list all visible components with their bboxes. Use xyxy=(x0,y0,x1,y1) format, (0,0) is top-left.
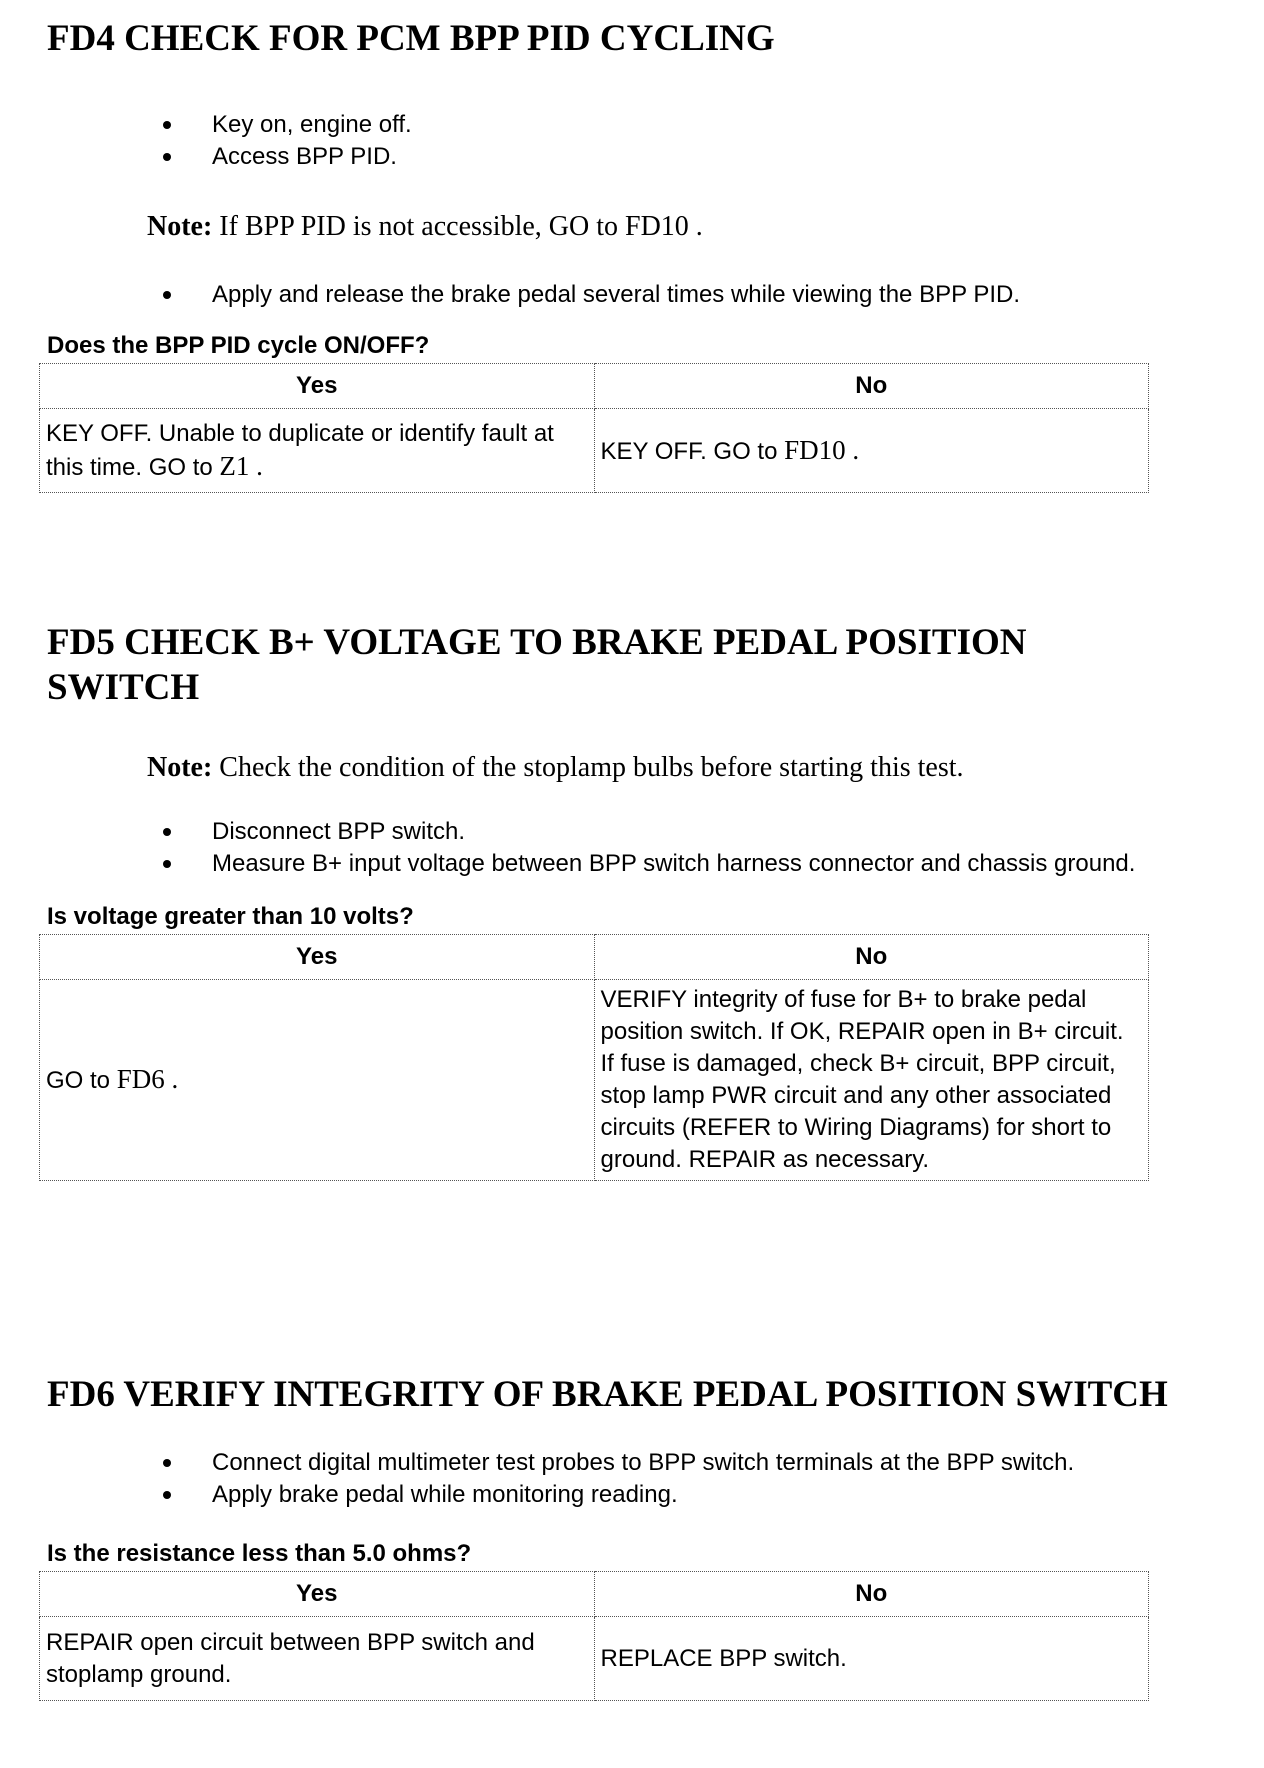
list-item: Key on, engine off. xyxy=(47,109,1212,141)
column-header-no: No xyxy=(594,935,1149,980)
bullet-icon xyxy=(163,153,171,161)
note-label: Note: xyxy=(147,752,213,783)
list-item: Disconnect BPP switch. xyxy=(47,816,1212,848)
fd5-title: FD5 CHECK B+ VOLTAGE TO BRAKE PEDAL POSITION SWITCH xyxy=(47,622,1027,708)
section-fd4 xyxy=(47,16,1247,493)
list-item: Apply and release the brake pedal several times while viewing the BPP PID. xyxy=(47,279,1212,311)
bullet-icon xyxy=(163,828,171,836)
fd6-title: FD6 VERIFY INTEGRITY OF BRAKE PEDAL POSITION SWITCH xyxy=(47,1374,1168,1415)
table-row xyxy=(40,980,1149,1181)
column-header-no: No xyxy=(594,1572,1149,1617)
list-item: Connect digital multimeter test probes to BPP switch terminals at the BPP switch. xyxy=(47,1447,1212,1479)
column-header-yes: Yes xyxy=(40,1572,595,1617)
bullet-icon xyxy=(163,860,171,868)
no-cell: REPLACE BPP switch. xyxy=(594,1617,1149,1701)
yes-cell: KEY OFF. Unable to duplicate or identify fault at this time. GO to Z1 . xyxy=(40,409,595,493)
fd5-answer-table xyxy=(39,934,1149,1181)
list-item: Apply brake pedal while monitoring reading. xyxy=(47,1479,1212,1511)
column-header-no: No xyxy=(594,364,1149,409)
section-fd6 xyxy=(47,1372,1247,1701)
fd5-bullet-list xyxy=(47,816,1247,880)
fd5-question: Is voltage greater than 10 volts? xyxy=(47,903,414,930)
table-header-row xyxy=(40,364,1149,409)
fd4-bullet-list-a xyxy=(47,109,1247,173)
yes-reference-link[interactable]: Z1 . xyxy=(219,450,263,481)
fd6-question: Is the resistance less than 5.0 ohms? xyxy=(47,1540,472,1567)
fd4-bullet-list-b xyxy=(47,279,1247,311)
fd4-question: Does the BPP PID cycle ON/OFF? xyxy=(47,332,430,359)
yes-cell: GO to FD6 . xyxy=(40,980,595,1181)
fd4-answer-table xyxy=(39,363,1149,493)
note-text: If BPP PID is not accessible, GO to FD10 . xyxy=(219,211,703,242)
column-header-yes: Yes xyxy=(40,935,595,980)
section-fd5 xyxy=(47,620,1247,1181)
yes-reference-link[interactable]: FD6 . xyxy=(116,1064,179,1094)
no-cell: VERIFY integrity of fuse for B+ to brake pedal position switch. If OK, REPAIR open in B+ circuit. If fuse is damaged, check B+ circuit, BPP circuit, stop lamp PWR circuit and any other associated circuits (REFER to Wiring Diagrams) for short to ground. REPAIR as necessary. xyxy=(594,980,1149,1181)
bullet-icon xyxy=(163,1491,171,1499)
table-row xyxy=(40,409,1149,493)
note-text: Check the condition of the stoplamp bulbs before starting this test. xyxy=(219,752,964,783)
no-cell: KEY OFF. GO to FD10 . xyxy=(594,409,1149,493)
fd4-title: FD4 CHECK FOR PCM BPP PID CYCLING xyxy=(47,18,775,59)
yes-cell: REPAIR open circuit between BPP switch and stoplamp ground. xyxy=(40,1617,595,1701)
bullet-icon xyxy=(163,291,171,299)
fd4-note xyxy=(47,209,1247,245)
table-header-row xyxy=(40,1572,1149,1617)
fd6-bullet-list xyxy=(47,1447,1247,1511)
column-header-yes: Yes xyxy=(40,364,595,409)
fd5-note xyxy=(47,750,1247,786)
fd6-answer-table xyxy=(39,1571,1149,1701)
table-row xyxy=(40,1617,1149,1701)
list-item: Access BPP PID. xyxy=(47,141,1212,173)
note-label: Note: xyxy=(147,211,213,242)
table-header-row xyxy=(40,935,1149,980)
bullet-icon xyxy=(163,1459,171,1467)
list-item: Measure B+ input voltage between BPP switch harness connector and chassis ground. xyxy=(47,848,1212,880)
bullet-icon xyxy=(163,121,171,129)
no-reference-link[interactable]: FD10 . xyxy=(784,434,860,465)
